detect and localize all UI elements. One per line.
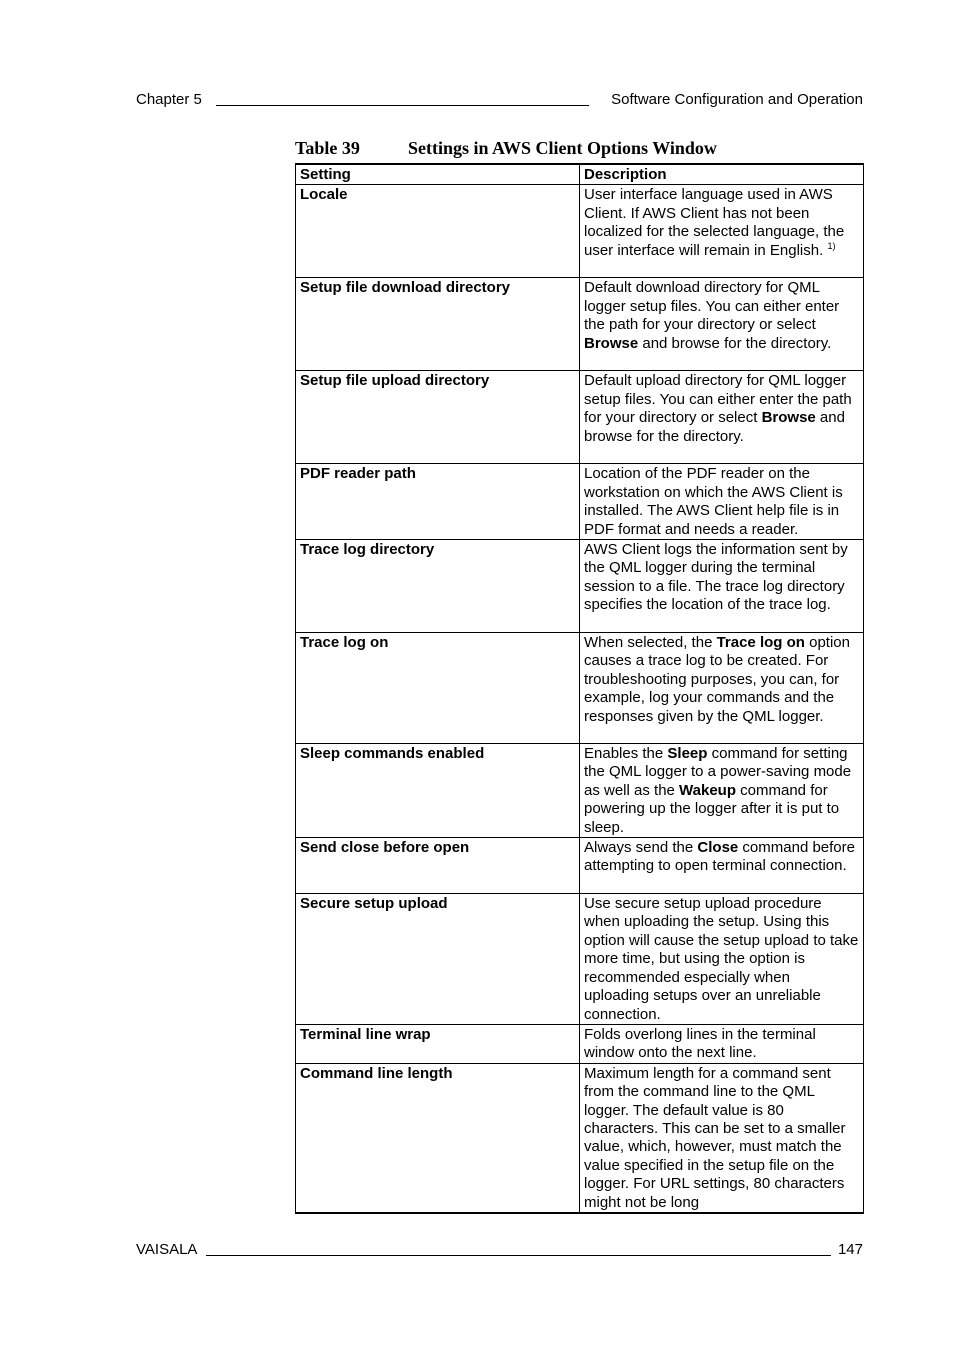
table-number: Table 39 bbox=[295, 138, 360, 158]
table-row bbox=[296, 633, 864, 744]
chapter-label: Chapter 5 bbox=[136, 91, 202, 108]
close-emphasis: Close bbox=[697, 839, 739, 857]
sleep-emphasis: Sleep bbox=[667, 745, 708, 763]
description-locale: User interface language used in AWS Client. If AWS Client has not been localized for the selected language, the user interface will remain in English. $^{1)}$ bbox=[580, 185, 864, 278]
table-row bbox=[296, 464, 864, 540]
table-header-row bbox=[296, 164, 864, 185]
description-line-wrap: Folds overlong lines in the terminal window onto the next line. bbox=[580, 1024, 864, 1063]
trace-log-on-emphasis: Trace log on bbox=[716, 634, 805, 652]
section-title: Software Configuration and Operation bbox=[611, 91, 863, 108]
setting-line-wrap: Terminal line wrap bbox=[296, 1024, 580, 1063]
description-sleep-commands: Enables the Sleep command for setting the QML logger to a power-saving mode as well as the Wakeup command for powering up the logger after it is put to sleep. bbox=[580, 744, 864, 838]
table-row bbox=[296, 1063, 864, 1213]
description-send-close: Always send the Close command before attempting to open terminal connection. bbox=[580, 838, 864, 894]
settings-table bbox=[295, 163, 864, 1214]
column-header-setting: Setting bbox=[296, 164, 580, 185]
description-pdf-reader: Location of the PDF reader on the workstation on which the AWS Client is installed. The AWS Client help file is in PDF format and needs a reader. bbox=[580, 464, 864, 540]
page-number: 147 bbox=[837, 1241, 863, 1258]
setting-upload-dir: Setup file upload directory bbox=[296, 371, 580, 464]
setting-trace-log-dir: Trace log directory bbox=[296, 540, 580, 633]
browse-emphasis: Browse bbox=[761, 409, 816, 427]
table-row bbox=[296, 185, 864, 278]
column-header-description: Description bbox=[580, 164, 864, 185]
page-header bbox=[136, 90, 863, 110]
setting-download-dir: Setup file download directory bbox=[296, 278, 580, 371]
setting-pdf-reader: PDF reader path bbox=[296, 464, 580, 540]
setting-locale: Locale bbox=[296, 185, 580, 278]
setting-secure-upload: Secure setup upload bbox=[296, 894, 580, 1025]
description-download-dir: Default download directory for QML logger setup files. You can either enter the path for your directory or select Browse and browse for the directory. bbox=[580, 278, 864, 371]
setting-command-length: Command line length bbox=[296, 1063, 580, 1213]
wakeup-emphasis: Wakeup bbox=[679, 781, 736, 799]
footer-rule bbox=[206, 1255, 831, 1256]
table-row bbox=[296, 371, 864, 464]
browse-emphasis: Browse bbox=[584, 334, 639, 352]
table-caption bbox=[295, 136, 717, 160]
description-trace-log-dir: AWS Client logs the information sent by the QML logger during the terminal session to a file. The trace log directory specifies the location of the trace log. bbox=[580, 540, 864, 633]
table-row bbox=[296, 894, 864, 1025]
description-upload-dir: Default upload directory for QML logger setup files. You can either enter the path for your directory or select Browse and browse for the directory. bbox=[580, 371, 864, 464]
footnote-marker: 1) bbox=[827, 240, 836, 251]
table-row bbox=[296, 278, 864, 371]
description-command-length: Maximum length for a command sent from the command line to the QML logger. The default value is 80 characters. This can be set to a smaller value, which, however, must match the value specified in the setup file on the logger. For URL settings, 80 characters might not be long bbox=[580, 1063, 864, 1213]
description-trace-log-on: When selected, the Trace log on option causes a trace log to be created. For troubleshooting purposes, you can, for example, log your commands and the responses given by the QML logger. bbox=[580, 633, 864, 744]
page-footer bbox=[136, 1240, 863, 1260]
company-name: VAISALA bbox=[136, 1241, 198, 1258]
table-row bbox=[296, 744, 864, 838]
header-rule bbox=[216, 105, 589, 106]
table-row bbox=[296, 1024, 864, 1063]
table-row bbox=[296, 540, 864, 633]
setting-send-close: Send close before open bbox=[296, 838, 580, 894]
table-row bbox=[296, 838, 864, 894]
table-title: Settings in AWS Client Options Window bbox=[408, 138, 717, 158]
setting-trace-log-on: Trace log on bbox=[296, 633, 580, 744]
setting-sleep-commands: Sleep commands enabled bbox=[296, 744, 580, 838]
description-secure-upload: Use secure setup upload procedure when uploading the setup. Using this option will cause the setup upload to take more time, but using the option is recommended especially when uploading setups over an unreliable connection. bbox=[580, 894, 864, 1025]
